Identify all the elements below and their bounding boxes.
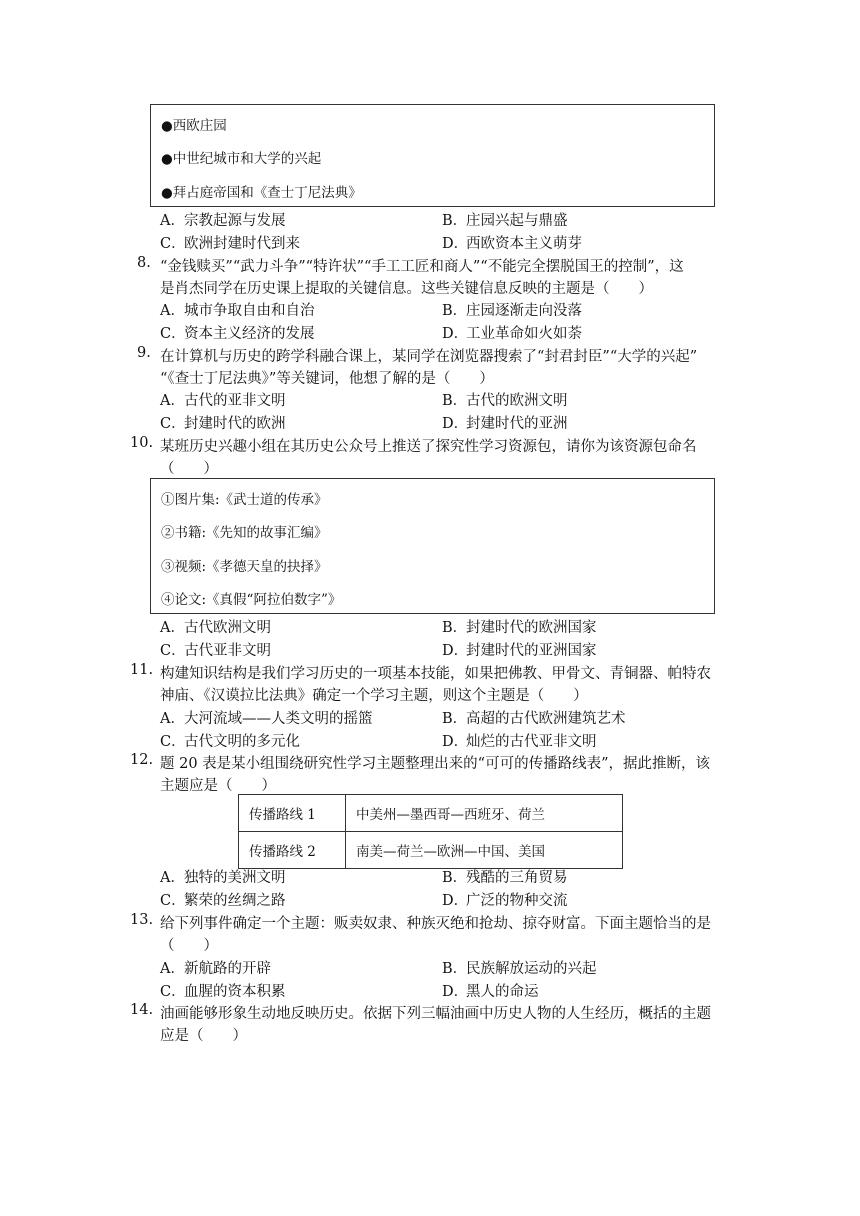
q11-stem-line-2: 神庙、《汉谟拉比法典》确定一个学习主题，则这个主题是（ ） <box>160 688 588 704</box>
q9-option-a: A．古代的亚非文明 <box>160 393 286 409</box>
table-row <box>239 832 623 869</box>
q7-option-b: B．庄园兴起与鼎盛 <box>442 213 568 229</box>
table-row <box>239 795 623 832</box>
q14-stem-line-2: 应是（ ） <box>160 1028 247 1044</box>
material-box-2 <box>150 478 715 614</box>
q7-option-c: C．欧洲封建时代到来 <box>160 236 300 252</box>
q9-option-c: C．封建时代的欧洲 <box>160 416 286 432</box>
q7-option-d: D．西欧资本主义萌芽 <box>442 236 582 252</box>
box2-line-3: ③视频:《孝德天皇的抉择》 <box>161 559 328 575</box>
q10-option-c: C．古代亚非文明 <box>160 643 271 659</box>
q10-option-d: D．封建时代的亚洲国家 <box>442 643 597 659</box>
q13-option-a: A．新航路的开辟 <box>160 961 271 977</box>
q11-option-c: C．古代文明的多元化 <box>160 734 300 750</box>
q11-number: 11. <box>130 662 154 678</box>
q10-number: 10. <box>130 435 154 451</box>
box2-line-4: ④论文:《真假“阿拉伯数字”》 <box>161 592 342 608</box>
q9-stem-line-1: 在计算机与历史的跨学科融合课上，某同学在浏览器搜索了“封君封臣”“大学的兴起” <box>160 349 698 365</box>
q12-number: 12. <box>130 752 154 768</box>
q13-option-b: B．民族解放运动的兴起 <box>442 961 597 977</box>
q13-stem-line-2: （ ） <box>160 938 218 954</box>
q8-stem-line-2: 是肖杰同学在历史课上提取的关键信息。这些关键信息反映的主题是（ ） <box>160 281 653 297</box>
q9-stem-line-2: “《查士丁尼法典》”等关键词，他想了解的是（ ） <box>160 371 494 387</box>
q13-option-d: D．黑人的命运 <box>442 984 539 1000</box>
q14-number: 14. <box>130 1002 154 1018</box>
box1-line-3: ●拜占庭帝国和《查士丁尼法典》 <box>161 185 362 201</box>
q8-option-a: A．城市争取自由和自治 <box>160 303 315 319</box>
route-label-2: 传播路线 2 <box>239 832 346 869</box>
q12-stem-line-2: 主题应是（ ） <box>160 778 276 794</box>
q8-number: 8. <box>137 255 151 271</box>
q8-option-c: C．资本主义经济的发展 <box>160 326 315 342</box>
q11-option-a: A．大河流域——人类文明的摇篮 <box>160 711 373 727</box>
q8-option-b: B．庄园逐渐走向没落 <box>442 303 582 319</box>
box2-line-2: ②书籍:《先知的故事汇编》 <box>161 525 328 541</box>
q14-stem-line-1: 油画能够形象生动地反映历史。依据下列三幅油画中历史人物的人生经历，概括的主题 <box>160 1006 711 1022</box>
q10-stem-line-2: （ ） <box>160 461 218 477</box>
q9-option-d: D．封建时代的亚洲 <box>442 416 568 432</box>
q9-option-b: B．古代的欧洲文明 <box>442 393 568 409</box>
q13-number: 13. <box>130 912 154 928</box>
q12-option-b: B．残酷的三角贸易 <box>442 870 568 886</box>
q7-option-a: A．宗教起源与发展 <box>160 213 286 229</box>
material-box-1 <box>150 104 715 207</box>
route-path-2: 南美—荷兰—欧洲—中国、美国 <box>346 832 623 869</box>
q13-option-c: C．血腥的资本积累 <box>160 984 286 1000</box>
box1-line-1: ●西欧庄园 <box>161 118 227 134</box>
route-label-1: 传播路线 1 <box>239 795 346 832</box>
q10-stem-line-1: 某班历史兴趣小组在其历史公众号上推送了探究性学习资源包，请你为该资源包命名 <box>160 439 697 455</box>
q11-stem-line-1: 构建知识结构是我们学习历史的一项基本技能，如果把佛教、甲骨文、青铜器、帕特农 <box>160 666 711 682</box>
box1-line-2: ●中世纪城市和大学的兴起 <box>161 151 322 167</box>
q12-option-a: A．独特的美洲文明 <box>160 870 286 886</box>
q12-option-c: C．繁荣的丝绸之路 <box>160 893 286 909</box>
q12-stem-line-1: 题 20 表是某小组围绕研究性学习主题整理出来的“可可的传播路线表”，据此推断，该 <box>160 756 710 772</box>
box2-line-1: ①图片集:《武士道的传承》 <box>161 492 328 508</box>
q10-option-b: B．封建时代的欧洲国家 <box>442 620 597 636</box>
q9-number: 9. <box>137 345 151 361</box>
q12-option-d: D．广泛的物种交流 <box>442 893 568 909</box>
q8-option-d: D．工业革命如火如荼 <box>442 326 582 342</box>
q10-option-a: A．古代欧洲文明 <box>160 620 271 636</box>
q8-stem-line-1: “金钱赎买”“武力斗争”“特许状”“手工工匠和商人”“不能完全摆脱国王的控制”，这 <box>160 259 684 275</box>
route-path-1: 中美州—墨西哥—西班牙、荷兰 <box>346 795 623 832</box>
q13-stem-line-1: 给下列事件确定一个主题：贩卖奴隶、种族灭绝和抢劫、掠夺财富。下面主题恰当的是 <box>160 916 711 932</box>
q11-option-d: D．灿烂的古代亚非文明 <box>442 734 597 750</box>
route-table <box>238 794 623 869</box>
q11-option-b: B．高超的古代欧洲建筑艺术 <box>442 711 626 727</box>
